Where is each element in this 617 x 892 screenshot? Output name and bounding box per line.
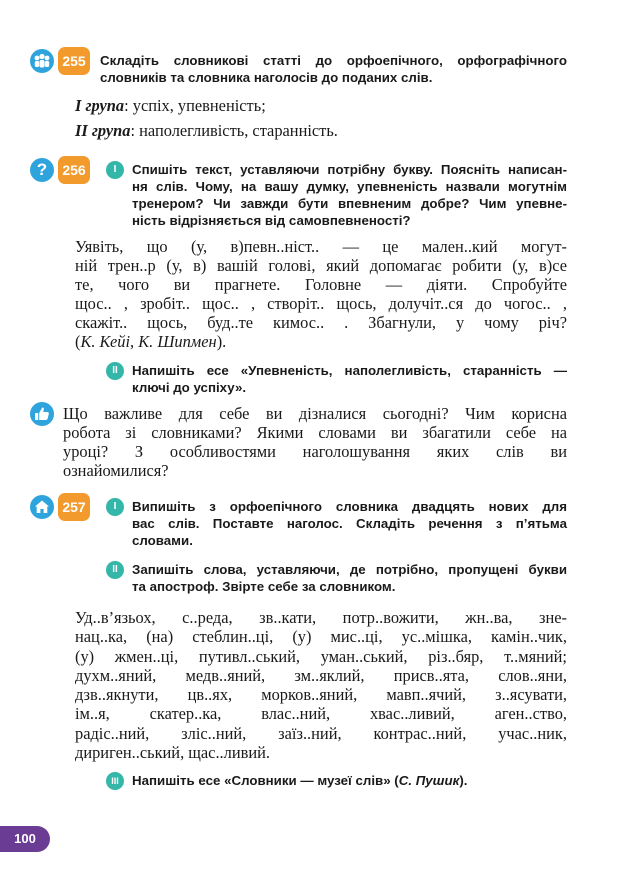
text-line: дзв..якнути, цв..ях, морков..яний, мавп..ячий, з..ясувати, [75, 685, 567, 705]
word-group-1 [75, 96, 266, 116]
text-line: ня слів. Чому, на вашу думку, упевненість назвали могутнім [132, 179, 567, 194]
text-line: Випишіть з орфоепічного словника двадцять нових для [132, 499, 567, 514]
text-line: нац..ка, (на) стеблин..ці, (у) мис..ці, ус..мішка, камін..чик, [75, 627, 567, 647]
text-line: уроці? З особливостями наголошування яких слів ви [63, 442, 567, 461]
text-line: ознайомилися? [63, 461, 169, 480]
group-label: I група [75, 96, 125, 115]
word-group-2 [75, 121, 338, 141]
group-label: II група [75, 121, 131, 140]
paren: ). [216, 332, 227, 351]
part3-text: Напишіть есе «Словники — музеї слів» ( [132, 773, 399, 788]
task-257-part3 [132, 772, 567, 789]
task-number-255: 255 [58, 47, 90, 75]
text-line: Напишіть есе «Упевненість, наполегливість, старанність — [132, 363, 567, 378]
group-words: : успіх, упевненість; [124, 96, 266, 115]
part-marker-II: II [106, 561, 124, 579]
task-number-256: 256 [58, 156, 90, 184]
home-icon [30, 495, 54, 519]
task-257-part1 [132, 498, 567, 549]
text-line: Складіть словникові статті до орфоепічного, орфографічного [100, 53, 567, 68]
group-icon [30, 49, 54, 73]
text-line: робота зі словниками? Якими словами ви збагатили себе на [63, 423, 567, 442]
paren: ( [75, 332, 81, 351]
text-line: та апостроф. Звірте себе за словником. [132, 579, 396, 594]
part3-author: С. Пушик [398, 773, 460, 788]
task-number-257: 257 [58, 493, 90, 521]
text-line: щос.. , зробіт.. щос.. , створіт.. щось, долучіт..ся до чогос.. , [75, 294, 567, 313]
text-line: ключі до успіху». [132, 380, 247, 395]
reflection-questions [63, 404, 567, 480]
part-marker-I: I [106, 498, 124, 516]
task-257-words [75, 608, 567, 762]
text-line: те, чого ви прагнете. Головне — діяти. Спробуйте [75, 275, 567, 294]
text-line: словників та словника наголосів до поданих слів. [100, 70, 433, 85]
page-number: 100 [0, 826, 50, 852]
text-line: ній трен..р (у, в) вашій голові, який допомагає робити (у, в)се [75, 256, 567, 275]
part-marker-III: III [106, 772, 124, 790]
text-line: тренером? Чи завжди бути впевненим добре? Чим упевне- [132, 196, 567, 211]
task-256-part2 [132, 362, 567, 396]
text-line: словами. [132, 533, 193, 548]
task-256-instruction [132, 161, 567, 229]
text-line: вас слів. Поставте наголос. Складіть речення з п’ятьма [132, 516, 567, 531]
text-line: Уд..в’язьох, с..реда, зв..кати, потр..вожити, жн..ва, зне- [75, 608, 567, 627]
text-line: дириген..ський, щас..ливий. [75, 743, 270, 763]
task-256-text [75, 237, 567, 351]
part-marker-I: I [106, 161, 124, 179]
text-line [75, 332, 567, 351]
question-icon: ? [30, 158, 54, 182]
text-line: ім..я, скатер..ка, влас..ний, хвас..ливий, аген..ство, [75, 704, 567, 724]
task-257-part2 [132, 561, 567, 595]
task-255-instruction [100, 52, 567, 86]
group-words: : наполегливість, старанність. [130, 121, 338, 140]
text-line: радіс..ний, зліс..ний, заїз..ний, контрас..ний, учас..ник, [75, 723, 567, 743]
text-line: (у) жмен..ці, путивл..ський, уман..ський, різ..бяр, т..мяний; [75, 646, 567, 666]
text-line: скажіт.. щось, буд..те кимос.. . Збагнули, у чому річ? [75, 313, 567, 332]
text-author: К. Кейі, К. Шипмен [80, 332, 217, 351]
text-line: Уявіть, що (у, в)певн..ніст.. — це мален..кий могут- [75, 237, 567, 256]
thumbs-up-icon [30, 402, 54, 426]
part-marker-II: II [106, 362, 124, 380]
text-line: ність відрізняється від самовпевненості? [132, 213, 411, 228]
text-line: Що важливе для себе ви дізналися сьогодні? Чим корисна [63, 404, 567, 423]
text-line: Запишіть слова, уставляючи, де потрібно, пропущені букви [132, 562, 567, 577]
text-line: духм..яний, медв..яний, зм..яклий, присв..ята, слов..яни, [75, 665, 567, 685]
part3-end: ). [459, 773, 468, 788]
text-line: Спишіть текст, уставляючи потрібну букву. Поясніть написан- [132, 162, 567, 177]
